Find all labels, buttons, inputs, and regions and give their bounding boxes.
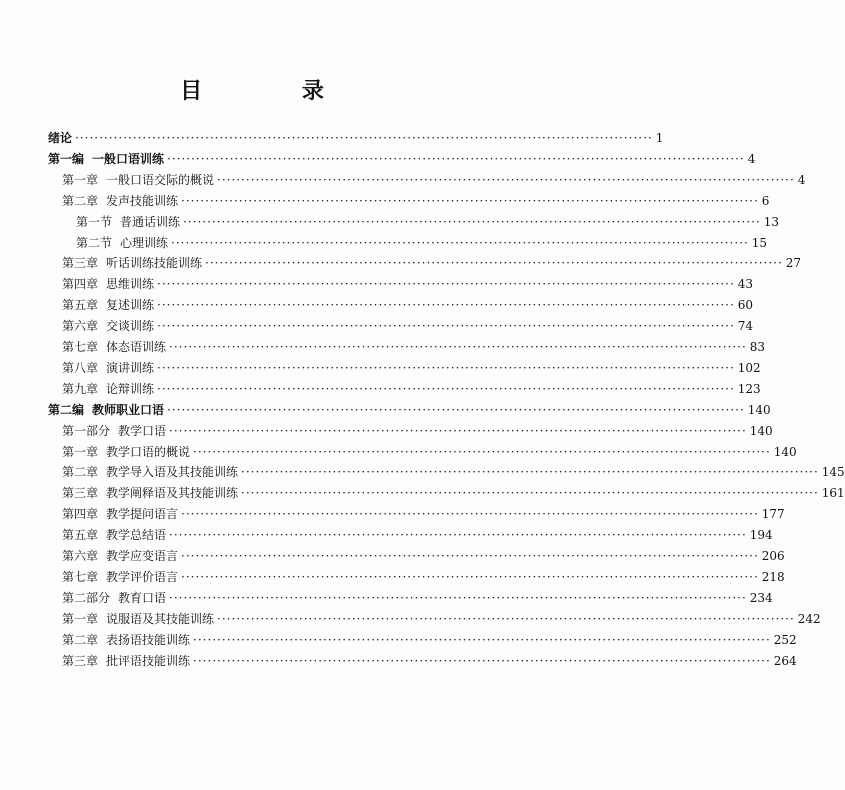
toc-entry	[62, 380, 761, 398]
dot-leader: ························································································································	[169, 590, 747, 605]
dot-leader: ························································································································	[217, 611, 795, 626]
toc-chapter-label: 第四章	[62, 507, 99, 522]
page-title: 目 录	[180, 79, 370, 104]
toc-page-number: 264	[773, 653, 797, 668]
toc-chapter-label: 第七章	[62, 340, 99, 354]
toc-page-number: 13	[763, 214, 780, 229]
toc-chapter-label: 第一章	[62, 611, 99, 626]
toc-entry	[62, 317, 754, 335]
toc-chapter-label: 第二章	[62, 193, 99, 208]
dot-leader: ························································································································	[167, 151, 745, 166]
toc-title: 交谈训练	[106, 319, 155, 334]
toc-entry	[62, 610, 821, 628]
toc-chapter-label: 第一编	[48, 151, 85, 166]
toc-title: 发声技能训练	[106, 193, 179, 208]
toc-page-number: 15	[751, 235, 768, 250]
toc-title: 教学阐释语及其技能训练	[106, 486, 239, 501]
toc-title: 听话训练技能训练	[106, 256, 203, 271]
toc-page-number: 1	[655, 131, 664, 145]
toc-title: 教学应变语言	[106, 549, 179, 563]
toc-chapter-label: 第一部分	[62, 423, 111, 438]
dot-leader: ························································································································	[183, 214, 761, 229]
toc-entry	[62, 505, 785, 523]
toc-title: 演讲训练	[106, 360, 155, 375]
toc-page-number: 60	[737, 298, 754, 313]
toc-title: 论辩训练	[106, 381, 155, 396]
toc-title: 教师职业口语	[92, 402, 165, 417]
dot-leader: ························································································································	[241, 465, 819, 480]
dot-leader: ························································································································	[169, 528, 747, 543]
toc-title: 教学口语的概说	[106, 444, 191, 459]
toc-chapter-label: 第三章	[62, 256, 99, 271]
dot-leader: ························································································································	[193, 444, 771, 459]
dot-leader: ························································································································	[217, 172, 795, 187]
toc-title: 复述训练	[106, 298, 155, 313]
toc-entry	[62, 338, 766, 356]
toc-entry	[48, 129, 664, 147]
toc-entry	[62, 463, 845, 481]
dot-leader: ························································································································	[181, 507, 759, 522]
toc-chapter-label: 第四章	[62, 277, 99, 292]
dot-leader: ························································································································	[157, 298, 735, 313]
toc-chapter-label: 第三章	[62, 486, 99, 501]
toc-title: 一般口语训练	[92, 151, 165, 166]
toc-chapter-label: 第六章	[62, 319, 99, 334]
dot-leader: ························································································································	[169, 423, 747, 438]
dot-leader: ························································································································	[181, 193, 759, 208]
toc-entry	[76, 213, 780, 231]
toc-page-number: 102	[737, 360, 761, 375]
dot-leader: ························································································································	[157, 319, 735, 334]
toc-chapter-label: 第一章	[62, 172, 99, 187]
toc-entry	[62, 443, 797, 461]
toc-page-number: 145	[821, 465, 845, 480]
toc-title: 说服语及其技能训练	[106, 611, 215, 626]
toc-page-number: 123	[737, 381, 761, 396]
toc-chapter-label: 第二编	[48, 402, 85, 417]
toc-chapter-label: 绪论	[48, 131, 73, 145]
dot-leader: ························································································································	[241, 486, 819, 501]
toc-page-number: 206	[761, 549, 785, 563]
toc-title: 一般口语交际的概说	[106, 172, 215, 187]
toc-page-number: 140	[773, 444, 797, 459]
dot-leader: ························································································································	[169, 340, 747, 354]
toc-page-number: 27	[785, 256, 802, 271]
toc-entry	[62, 526, 773, 544]
toc-title: 教学总结语	[106, 528, 167, 543]
toc-entry	[62, 275, 754, 293]
toc-entry	[62, 547, 785, 565]
dot-leader: ························································································································	[75, 131, 653, 145]
toc-title: 思维训练	[106, 277, 155, 292]
toc-entry	[62, 652, 797, 670]
toc-entry	[48, 401, 771, 419]
dot-leader: ························································································································	[205, 256, 783, 271]
toc-entry	[62, 171, 806, 189]
toc-entry	[62, 631, 797, 649]
toc-chapter-label: 第三章	[62, 653, 99, 668]
toc-page-number: 83	[749, 340, 766, 354]
toc-entry	[48, 150, 756, 168]
toc-page-number: 6	[761, 193, 770, 208]
toc-title: 批评语技能训练	[106, 653, 191, 668]
dot-leader: ························································································································	[193, 653, 771, 668]
toc-entry	[62, 296, 754, 314]
toc-title: 心理训练	[120, 235, 169, 250]
toc-page-number: 234	[749, 590, 773, 605]
toc-chapter-label: 第二部分	[62, 590, 111, 605]
toc-entry	[62, 568, 785, 586]
toc-entry	[62, 359, 761, 377]
toc-page-number: 242	[797, 611, 821, 626]
toc-page-number: 161	[821, 486, 845, 501]
toc-chapter-label: 第二章	[62, 632, 99, 647]
dot-leader: ························································································································	[171, 235, 749, 250]
toc-title: 教学评价语言	[106, 569, 179, 584]
dot-leader: ························································································································	[193, 632, 771, 647]
toc-page-number: 140	[747, 402, 771, 417]
toc-chapter-label: 第五章	[62, 298, 99, 313]
toc-title: 普通话训练	[120, 214, 181, 229]
toc-entry	[62, 192, 770, 210]
toc-page-number: 4	[797, 172, 806, 187]
toc-page-number: 140	[749, 423, 773, 438]
toc-chapter-label: 第二节	[76, 235, 113, 250]
toc-chapter-label: 第八章	[62, 360, 99, 375]
toc-page-number: 194	[749, 528, 773, 543]
dot-leader: ························································································································	[167, 402, 745, 417]
toc-chapter-label: 第一节	[76, 214, 113, 229]
toc-title: 教育口语	[118, 590, 167, 605]
dot-leader: ························································································································	[181, 549, 759, 563]
toc-chapter-label: 第九章	[62, 381, 99, 396]
toc-entry	[62, 422, 773, 440]
toc-chapter-label: 第一章	[62, 444, 99, 459]
toc-page-number: 177	[761, 507, 785, 522]
dot-leader: ························································································································	[157, 360, 735, 375]
toc-page-number: 43	[737, 277, 754, 292]
toc-chapter-label: 第五章	[62, 528, 99, 543]
dot-leader: ························································································································	[157, 381, 735, 396]
toc-chapter-label: 第六章	[62, 549, 99, 563]
toc-title: 体态语训练	[106, 340, 167, 354]
toc-chapter-label: 第七章	[62, 569, 99, 584]
toc-title: 教学口语	[118, 423, 167, 438]
toc-page-number: 218	[761, 569, 785, 584]
toc-page-number: 4	[747, 151, 756, 166]
toc-entry	[62, 484, 845, 502]
dot-leader: ························································································································	[181, 569, 759, 584]
toc-entry	[62, 589, 773, 607]
toc-chapter-label: 第二章	[62, 465, 99, 480]
toc-entry	[62, 254, 802, 272]
toc-title: 教学导入语及其技能训练	[106, 465, 239, 480]
toc-entry	[76, 234, 768, 252]
toc-page-number: 252	[773, 632, 797, 647]
toc-page-number: 74	[737, 319, 754, 334]
toc-title: 教学提问语言	[106, 507, 179, 522]
toc-title: 表扬语技能训练	[106, 632, 191, 647]
dot-leader: ························································································································	[157, 277, 735, 292]
